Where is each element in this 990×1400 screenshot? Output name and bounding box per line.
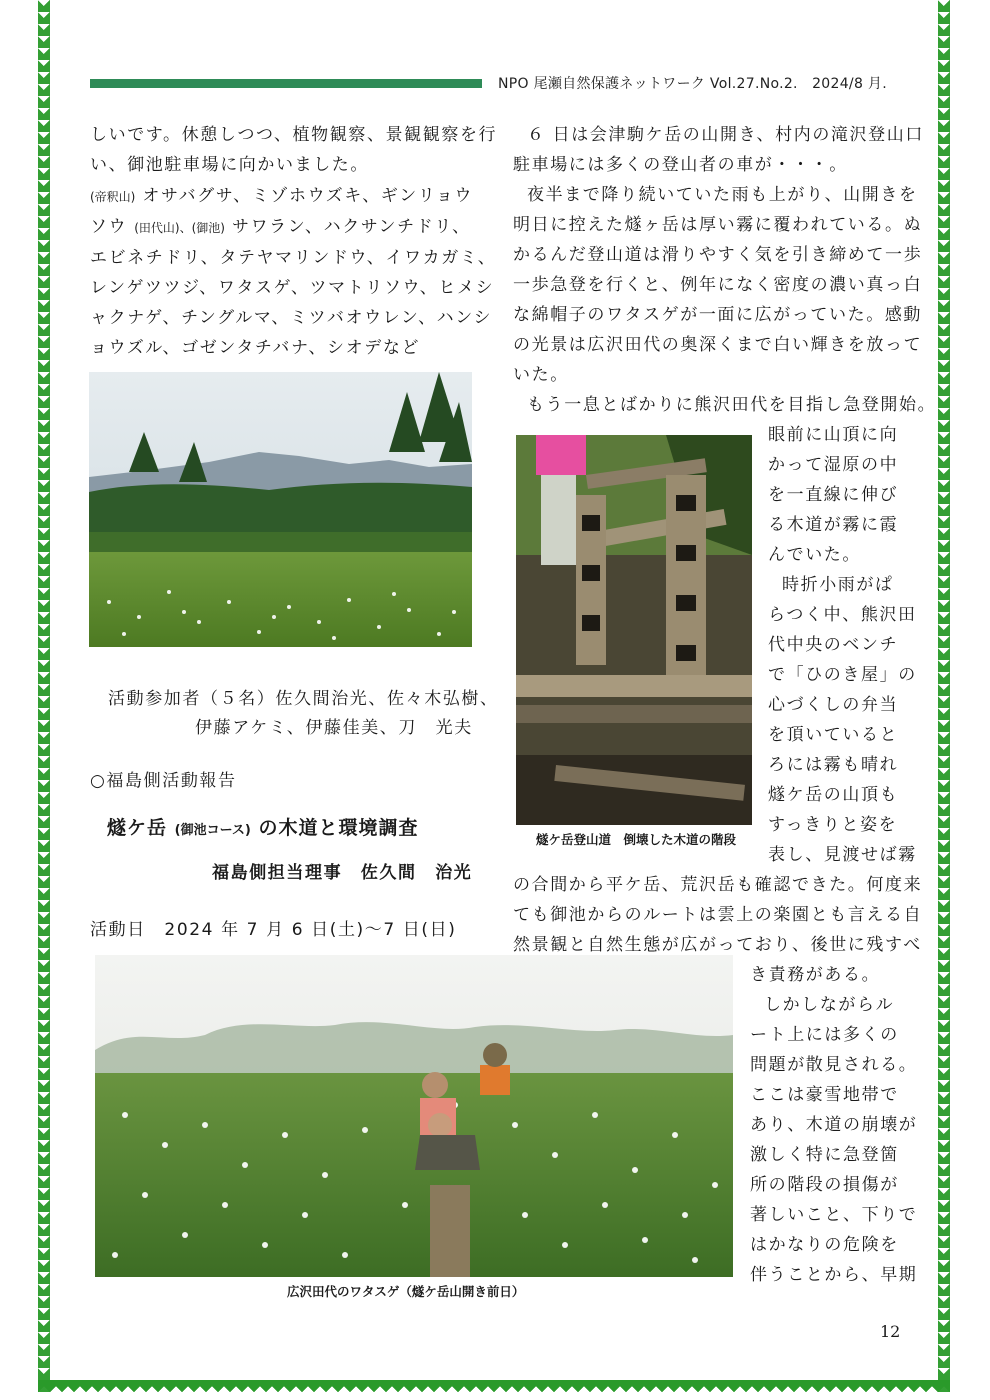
text-line: かるんだ登山道は滑りやすく気を引き締めて一歩 [513, 245, 923, 265]
right-column-bottom [750, 960, 920, 1290]
plant-text: オサバグサ、ミゾホウズキ、ギンリョウ [142, 186, 474, 206]
text-line: んでいた。 [768, 545, 861, 565]
meadow-illustration [95, 955, 733, 1277]
text-line: かって湿原の中 [768, 455, 899, 475]
location-tag: (田代山)、(御池) [134, 221, 225, 235]
title-part: の木道と環境調査 [258, 817, 419, 839]
text-line: で「ひのき屋」の [768, 665, 917, 685]
text-line: 夜半まで降り続いていた雨も上がり、山開きを [527, 185, 918, 205]
text-line: いた。 [513, 365, 569, 385]
photo-wetland-landscape [89, 372, 472, 647]
border-right [938, 0, 950, 1392]
stairs-illustration [516, 435, 752, 853]
right-column-wide [513, 870, 923, 960]
text-line: る木道が霧に霞 [768, 515, 899, 535]
text-line: ても御池からのルートは雲上の楽園とも言える自 [513, 905, 923, 925]
text-line: 著しいこと、下りで [750, 1205, 918, 1225]
text-line: を一直線に伸び [768, 485, 899, 505]
text-line: な綿帽子のワタスゲが一面に広がっていた。感動 [513, 305, 923, 325]
plant-line: ョウズル、ゴゼンタチバナ、シオデなど [90, 338, 421, 358]
text-line: の光景は広沢田代の奥深くまで白い輝きを放って [513, 335, 923, 355]
plant-line: ャクナゲ、チングルマ、ミツバオウレン、ハンシ [90, 308, 493, 328]
text-line: を頂いていると [768, 725, 899, 745]
text-line: らつく中、熊沢田 [768, 605, 917, 625]
text-line: 所の階段の損傷が [750, 1175, 899, 1195]
plant-list [90, 181, 497, 363]
page-number: 12 [880, 1322, 901, 1341]
text-line: はかなりの危険を [750, 1235, 899, 1255]
text-line: 眼前に山頂に向 [768, 425, 899, 445]
text-line: い、御池駐車場に向かいました。 [90, 155, 369, 175]
text-line: 心づくしの弁当 [768, 695, 899, 715]
text-line: 伴うことから、早期 [750, 1265, 918, 1285]
text-line: 一歩急登を行くと、例年になく密度の濃い真っ白 [513, 275, 923, 295]
participants-line-1: 活動参加者（５名）佐久間治光、佐々木弘樹、 [108, 689, 499, 709]
caption-meadow: 広沢田代のワタスゲ（燧ケ岳山開き前日） [287, 1284, 525, 1299]
author-line: 福島側担当理事 佐久間 治光 [212, 863, 473, 883]
text-line: 代中央のベンチ [768, 635, 899, 655]
text-line: ６ 日は会津駒ケ岳の山開き、村内の滝沢登山口 [527, 125, 924, 145]
landscape-illustration [89, 372, 472, 647]
running-title: NPO 尾瀬自然保護ネットワーク Vol.27.No.2. 2024/8 月. [498, 76, 887, 92]
text-line: 激しく特に急登箇 [750, 1145, 899, 1165]
text-line: 表し、見渡せば霧 [768, 845, 917, 865]
text-line: ろには霧も晴れ [768, 755, 899, 775]
photo-broken-stairs [516, 435, 752, 853]
left-intro [90, 120, 498, 180]
article-title [107, 813, 419, 840]
text-line: 駐車場には多くの登山者の車が・・・。 [513, 155, 848, 175]
plant-text: ソウ [90, 217, 128, 237]
title-course: (御池コース) [174, 823, 251, 838]
right-column-top [513, 120, 937, 420]
text-line: 燧ケ岳の山頂も [768, 785, 899, 805]
plant-line: エビネチドリ、タテヤマリンドウ、イワカガミ、 [90, 248, 497, 268]
participants-line-2: 伊藤アケミ、伊藤佳美、刀 光夫 [195, 718, 473, 738]
photo-meadow-hikers [95, 955, 733, 1277]
activity-date: 活動日 2024 年 7 月 6 日(土)〜7 日(日) [90, 920, 457, 940]
plant-line: レンゲツツジ、ワタスゲ、ツマトリソウ、ヒメシ [90, 278, 495, 298]
text-line: 時折小雨がぱ [782, 575, 894, 595]
text-line: き責務がある。 [750, 965, 881, 985]
border-bottom [38, 1380, 950, 1392]
text-line: 問題が散見される。 [750, 1055, 918, 1075]
text-line: あり、木道の崩壊が [750, 1115, 918, 1135]
caption-stairs: 燧ケ岳登山道 倒壊した木道の階段 [536, 832, 737, 847]
plant-line [90, 181, 490, 212]
section-label: ○福島側活動報告 [90, 771, 237, 791]
right-column-narrow [768, 420, 918, 870]
header-accent-bar [90, 79, 482, 88]
text-line: 然景観と自然生態が広がっており、後世に残すべ [513, 935, 922, 955]
text-line: の合間から平ケ岳、荒沢岳も確認できた。何度来 [513, 875, 923, 895]
border-left [38, 0, 50, 1392]
plant-line [90, 212, 490, 243]
text-line: ート上には多くの [750, 1025, 899, 1045]
text-line: ここは豪雪地帯で [750, 1085, 899, 1105]
title-part: 燧ケ岳 [107, 817, 168, 839]
text-line: しかしながらル [764, 995, 895, 1015]
location-tag: (帝釈山) [90, 190, 136, 204]
plant-text: サワラン、ハクサンチドリ、 [231, 217, 471, 237]
text-line: しいです。休憩しつつ、植物観察、景観観察を行 [90, 125, 498, 145]
text-line: すっきりと姿を [768, 815, 898, 835]
text-line: 明日に控えた燧ヶ岳は厚い霧に覆われている。ぬ [513, 215, 923, 235]
text-line: もう一息とばかりに熊沢田代を目指し急登開始。 [527, 395, 937, 415]
